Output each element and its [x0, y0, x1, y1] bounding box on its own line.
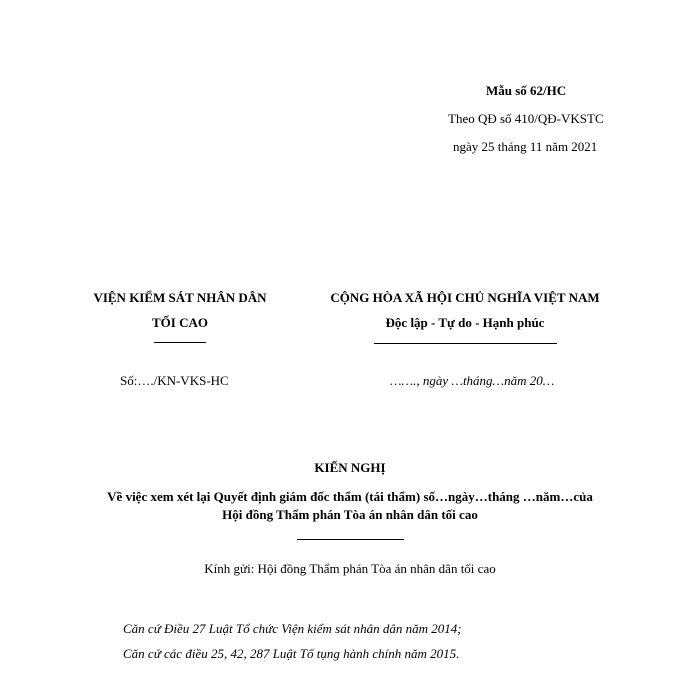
document-subtitle-line1: Về việc xem xét lại Quyết định giám đốc thẩm (tái thẩm) số…ngày…tháng …năm…của [107, 489, 593, 504]
recipient-line: Kính gửi: Hội đồng Thẩm phán Tòa án nhân dân tối cao [204, 561, 496, 576]
legal-basis-1: Căn cứ Điều 27 Luật Tổ chức Viện kiểm sát nhân dân năm 2014; [123, 621, 462, 636]
issuer-header [70, 290, 290, 343]
national-motto: Độc lập - Tự do - Hạnh phúc [385, 315, 545, 330]
place-date: ……., ngày …tháng…năm 20… [390, 373, 555, 388]
document-subtitle-line2: Hội đồng Thẩm phán Tòa án nhân dân tối cao [222, 507, 478, 522]
national-title: CỘNG HÒA XÃ HỘI CHỦ NGHĨA VIỆT NAM [330, 290, 600, 305]
issuer-name-line1: VIỆN KIỂM SÁT NHÂN DÂN [93, 290, 267, 305]
national-header [290, 290, 640, 344]
document-title: KIẾN NGHỊ [314, 460, 386, 475]
issuer-name-line2: TỐI CAO [152, 315, 208, 330]
document-number: Số:…./KN-VKS-HC [120, 373, 229, 388]
form-code: Mẫu số 62/HC [486, 83, 567, 98]
issuer-underline [154, 342, 206, 343]
decision-date: ngày 25 tháng 11 năm 2021 [453, 139, 598, 154]
title-underline [297, 539, 404, 540]
decision-reference: Theo QĐ số 410/QĐ-VKSTC [448, 111, 604, 126]
legal-basis-2: Căn cứ các điều 25, 42, 287 Luật Tố tụng hành chính năm 2015. [123, 646, 460, 661]
national-underline [374, 343, 557, 344]
